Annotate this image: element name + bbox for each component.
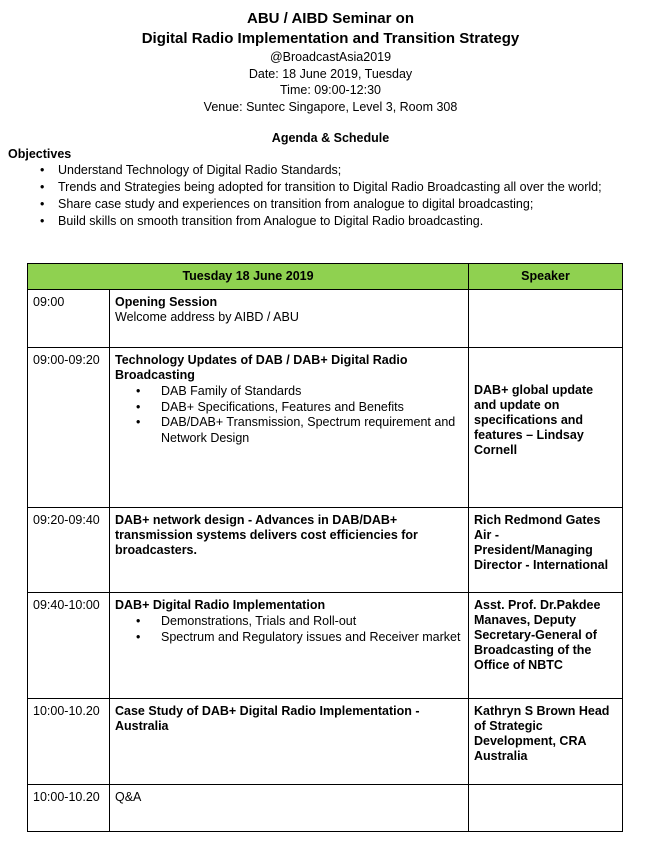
session-speaker: Rich Redmond Gates Air - President/Managing Director - International <box>469 508 623 593</box>
session-title: Q&A <box>110 785 469 832</box>
session-speaker <box>469 785 623 832</box>
session-time: 10:00-10.20 <box>28 785 110 832</box>
session-topics <box>115 614 463 645</box>
session-speaker: DAB+ global update and update on specifications and features – Lindsay Cornell <box>469 348 623 508</box>
event-time: Time: 09:00-12:30 <box>280 83 381 97</box>
agenda-table <box>27 263 623 832</box>
session-detail: Welcome address by AIBD / ABU <box>115 310 299 324</box>
session-time: 09:00-09:20 <box>28 348 110 508</box>
session-topics <box>115 384 463 446</box>
session-title: DAB+ Digital Radio Implementation <box>115 598 326 612</box>
table-row <box>28 593 623 699</box>
objective-item: • Trends and Strategies being adopted for transition to Digital Radio Broadcasting all over the world; <box>40 179 661 196</box>
document-header <box>0 0 661 115</box>
table-row <box>28 699 623 785</box>
session-content <box>110 348 469 508</box>
table-row <box>28 508 623 593</box>
session-speaker: Asst. Prof. Dr.Pakdee Manaves, Deputy Secretary-General of Broadcasting of the Office of NBTC <box>469 593 623 699</box>
header-speaker: Speaker <box>469 264 623 290</box>
topic-item: • DAB+ Specifications, Features and Benefits <box>136 400 463 416</box>
objectives-section <box>0 147 661 230</box>
objective-item: • Share case study and experiences on transition from analogue to digital broadcasting; <box>40 196 661 213</box>
session-content <box>110 593 469 699</box>
agenda-heading: Agenda & Schedule <box>271 131 390 145</box>
session-content <box>110 290 469 348</box>
table-row <box>28 290 623 348</box>
topic-item: • Spectrum and Regulatory issues and Receiver market <box>136 630 463 646</box>
topic-item: • DAB/DAB+ Transmission, Spectrum requirement and Network Design <box>136 415 463 446</box>
event-date: Date: 18 June 2019, Tuesday <box>248 66 413 81</box>
topic-item: • DAB Family of Standards <box>136 384 463 400</box>
session-time: 09:20-09:40 <box>28 508 110 593</box>
header-day: Tuesday 18 June 2019 <box>28 264 469 290</box>
session-title: DAB+ network design - Advances in DAB/DAB+ transmission systems delivers cost efficiencies for broadcasters. <box>110 508 469 593</box>
table-row <box>28 785 623 832</box>
session-title: Technology Updates of DAB / DAB+ Digital Radio Broadcasting <box>115 353 408 382</box>
table-header-row <box>28 264 623 290</box>
session-time: 09:00 <box>28 290 110 348</box>
objective-item: • Build skills on smooth transition from Analogue to Digital Radio broadcasting. <box>40 213 661 230</box>
session-title: Opening Session <box>115 295 218 309</box>
objectives-list <box>8 162 661 230</box>
seminar-subtitle: Digital Radio Implementation and Transition Strategy <box>141 30 520 47</box>
session-time: 10:00-10.20 <box>28 699 110 785</box>
session-title: Case Study of DAB+ Digital Radio Implementation - Australia <box>110 699 469 785</box>
seminar-title: ABU / AIBD Seminar on <box>247 10 414 27</box>
session-time: 09:40-10:00 <box>28 593 110 699</box>
objective-item: • Understand Technology of Digital Radio Standards; <box>40 162 661 179</box>
objectives-label: Objectives <box>8 147 72 161</box>
topic-item: • Demonstrations, Trials and Roll-out <box>136 614 463 630</box>
table-row <box>28 348 623 508</box>
session-speaker <box>469 290 623 348</box>
event-hashtag: @BroadcastAsia2019 <box>269 50 392 64</box>
event-venue: Venue: Suntec Singapore, Level 3, Room 308 <box>203 99 458 114</box>
session-speaker: Kathryn S Brown Head of Strategic Development, CRA Australia <box>469 699 623 785</box>
